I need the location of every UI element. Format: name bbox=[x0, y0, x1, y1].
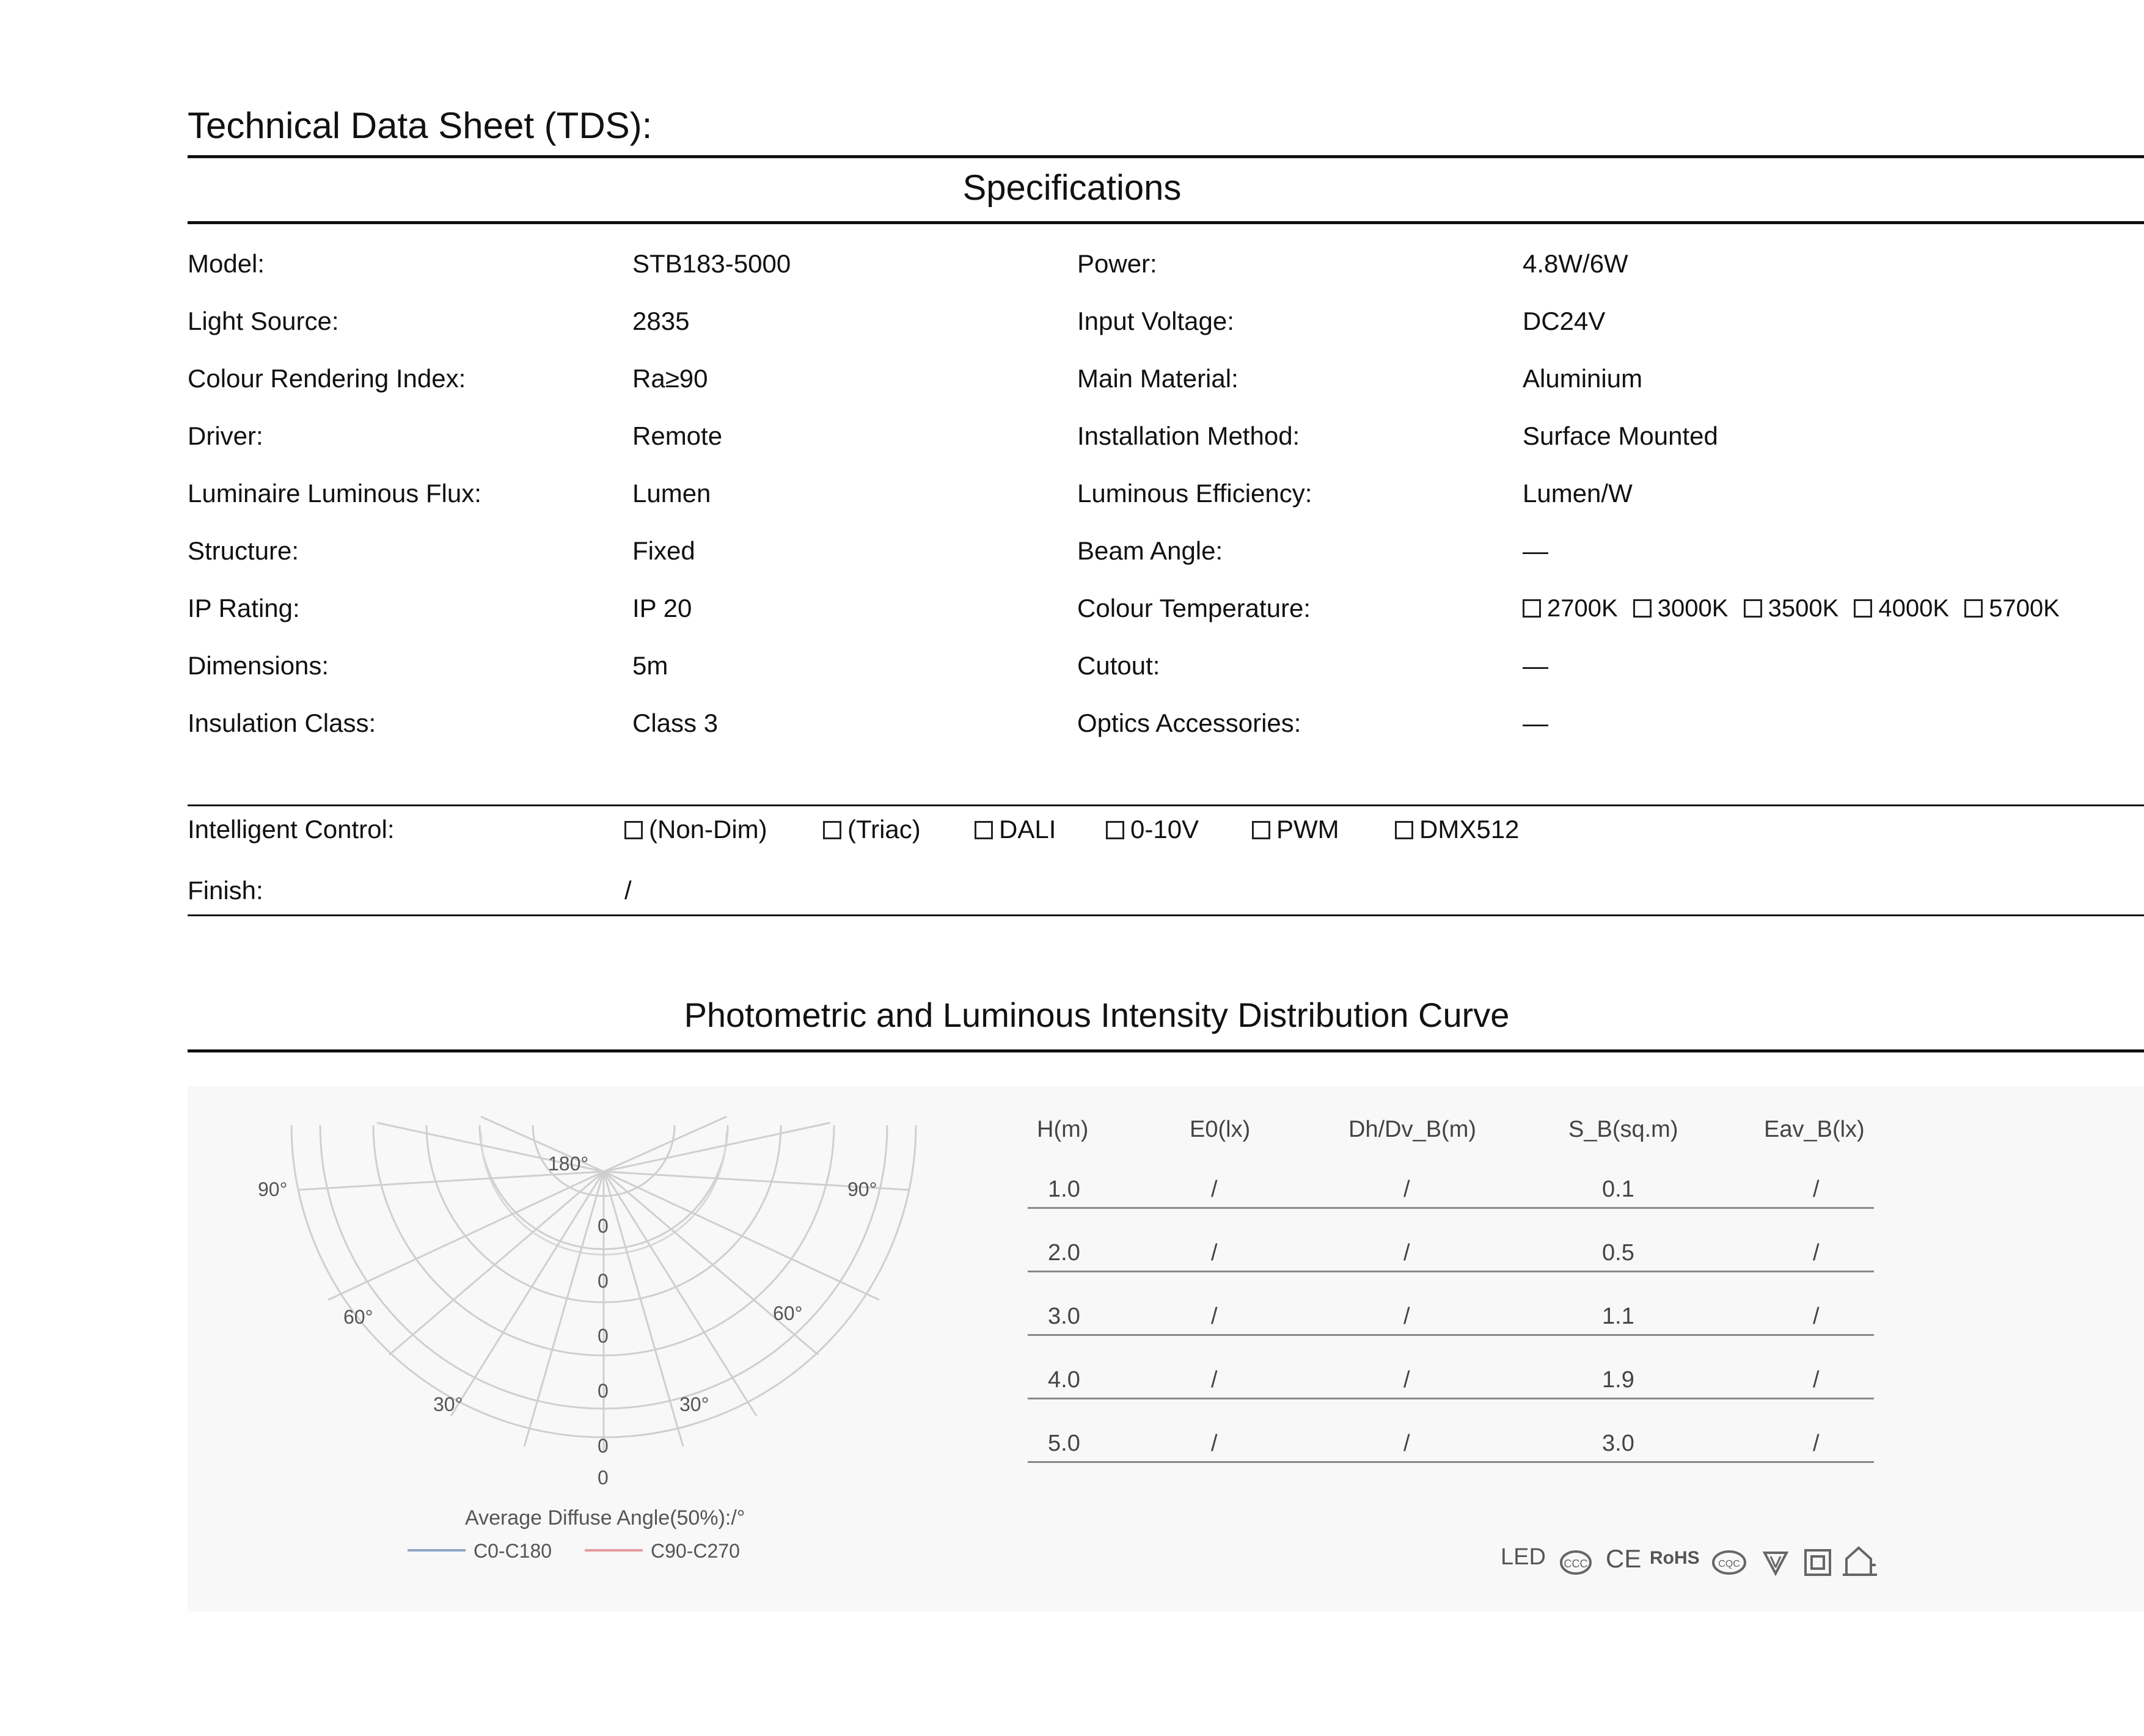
checkbox-icon bbox=[1106, 821, 1124, 839]
spec-value: 4.8W/6W bbox=[1523, 249, 1628, 278]
control-option-pwm[interactable]: PWM bbox=[1252, 805, 1339, 854]
table-cell: 5.0 bbox=[1048, 1431, 1080, 1456]
table-cell: / bbox=[1813, 1431, 1820, 1456]
spec-value: Fixed bbox=[632, 536, 695, 565]
spec-label: Driver: bbox=[188, 421, 263, 450]
ccc-mark-icon bbox=[1559, 1544, 1592, 1581]
table-cell: / bbox=[1211, 1304, 1218, 1329]
angle-label: 90° bbox=[847, 1178, 877, 1200]
svg-text:CQC: CQC bbox=[1718, 1559, 1740, 1569]
table-cell: / bbox=[1211, 1431, 1218, 1456]
table-header: S_B(sq.m) bbox=[1568, 1117, 1678, 1142]
control-bottom-rule bbox=[188, 914, 2144, 916]
angle-label: 60° bbox=[343, 1306, 373, 1328]
table-cell: / bbox=[1403, 1431, 1410, 1456]
ring-label: 0 bbox=[598, 1435, 609, 1457]
polar-spoke bbox=[604, 1172, 818, 1355]
ring-label: 0 bbox=[598, 1270, 609, 1292]
angle-label: 60° bbox=[773, 1302, 803, 1324]
specifications-rule bbox=[188, 221, 2144, 224]
title-rule bbox=[188, 155, 2144, 158]
diffuse-angle-caption: Average Diffuse Angle(50%):/° bbox=[465, 1506, 745, 1530]
checkbox-icon bbox=[1395, 821, 1413, 839]
intelligent-control-row bbox=[188, 805, 2144, 856]
legend-label: C0-C180 bbox=[474, 1540, 552, 1562]
document-title: Technical Data Sheet (TDS): bbox=[188, 105, 653, 146]
table-cell: 0.1 bbox=[1602, 1176, 1634, 1202]
spec-value: Lumen/W bbox=[1523, 479, 1633, 508]
ct-option[interactable]: 2700K bbox=[1523, 595, 1618, 622]
checkbox-icon bbox=[1523, 599, 1541, 618]
spec-value: Ra≥90 bbox=[632, 364, 708, 393]
finish-row bbox=[188, 866, 2144, 917]
spec-row bbox=[188, 584, 2144, 641]
spec-row bbox=[188, 239, 2144, 297]
spec-row bbox=[188, 527, 2144, 584]
checkbox-icon bbox=[823, 821, 841, 839]
polar-spoke bbox=[389, 1172, 604, 1355]
control-option-non-dim[interactable]: (Non-Dim) bbox=[624, 805, 767, 854]
table-row-rule bbox=[1028, 1271, 1874, 1272]
polar-spoke bbox=[328, 1172, 604, 1300]
spec-label: Beam Angle: bbox=[1077, 536, 1223, 565]
table-cell: / bbox=[1403, 1176, 1410, 1202]
spec-row bbox=[188, 641, 2144, 699]
table-cell: / bbox=[1211, 1367, 1218, 1393]
table-row-rule bbox=[1028, 1461, 1874, 1463]
spec-value: Lumen bbox=[632, 479, 711, 508]
ring-label: 0 bbox=[598, 1380, 609, 1402]
table-cell: 0.5 bbox=[1602, 1240, 1634, 1266]
specifications-heading: Specifications bbox=[962, 168, 1182, 208]
spec-label: Luminous Efficiency: bbox=[1077, 479, 1312, 508]
spec-value: DC24V bbox=[1523, 307, 1606, 335]
intelligent-control-label: Intelligent Control: bbox=[188, 815, 395, 844]
table-cell: 4.0 bbox=[1048, 1367, 1080, 1393]
checkbox-icon bbox=[624, 821, 643, 839]
spec-label: Power: bbox=[1077, 249, 1157, 278]
spec-label: Light Source: bbox=[188, 307, 339, 335]
polar-spoke bbox=[604, 1172, 879, 1300]
control-option-dmx512[interactable]: DMX512 bbox=[1395, 805, 1519, 854]
ct-option[interactable]: 3000K bbox=[1633, 595, 1729, 622]
table-header: Eav_B(lx) bbox=[1764, 1117, 1865, 1142]
spec-label: Colour Rendering Index: bbox=[188, 364, 466, 393]
table-cell: / bbox=[1211, 1240, 1218, 1266]
ring-bottom-label: 0 bbox=[598, 1467, 609, 1489]
spec-value: Aluminium bbox=[1523, 364, 1643, 393]
spec-label: Colour Temperature: bbox=[1077, 594, 1311, 622]
spec-label: Luminaire Luminous Flux: bbox=[188, 479, 481, 508]
table-cell: / bbox=[1813, 1240, 1820, 1266]
spec-row bbox=[188, 297, 2144, 354]
spec-value: — bbox=[1523, 651, 1548, 680]
table-cell: / bbox=[1403, 1367, 1410, 1393]
angle-label: 90° bbox=[258, 1178, 288, 1200]
table-header: Dh/Dv_B(m) bbox=[1348, 1117, 1477, 1142]
table-cell: 1.9 bbox=[1602, 1367, 1634, 1393]
table-cell: / bbox=[1403, 1240, 1410, 1266]
polar-spoke bbox=[604, 1172, 756, 1416]
checkbox-icon bbox=[1252, 821, 1270, 839]
spec-value: IP 20 bbox=[632, 594, 692, 622]
angle-label: 180° bbox=[548, 1153, 589, 1175]
photometric-rule bbox=[188, 1049, 2144, 1052]
finish-value: / bbox=[624, 876, 632, 905]
spec-label: Structure: bbox=[188, 536, 299, 565]
table-cell: / bbox=[1813, 1367, 1820, 1393]
double-insulation-icon bbox=[1802, 1544, 1833, 1581]
angle-label: 30° bbox=[679, 1393, 709, 1415]
table-header: H(m) bbox=[1037, 1117, 1089, 1142]
checkbox-icon bbox=[975, 821, 993, 839]
table-row-rule bbox=[1028, 1207, 1874, 1209]
table-cell: / bbox=[1403, 1304, 1410, 1329]
spec-value: Surface Mounted bbox=[1523, 421, 1718, 450]
finish-label: Finish: bbox=[188, 876, 263, 905]
table-cell: / bbox=[1813, 1304, 1820, 1329]
spec-value: — bbox=[1523, 709, 1548, 737]
svg-text:CCC: CCC bbox=[1564, 1558, 1588, 1570]
triangle-mark-icon bbox=[1762, 1544, 1789, 1581]
spec-value: Class 3 bbox=[632, 709, 719, 737]
polar-spoke bbox=[451, 1172, 604, 1416]
table-cell: 1.1 bbox=[1602, 1304, 1634, 1329]
checkbox-icon bbox=[1744, 599, 1762, 618]
ring-label: 0 bbox=[598, 1325, 609, 1347]
colour-temperature-options bbox=[1523, 584, 2060, 633]
polar-spoke bbox=[604, 1123, 830, 1172]
table-cell: 3.0 bbox=[1602, 1431, 1634, 1456]
spec-label: Cutout: bbox=[1077, 651, 1160, 680]
polar-distribution-diagram bbox=[188, 1086, 982, 1611]
rohs-mark: RoHS bbox=[1650, 1548, 1700, 1568]
table-cell: 2.0 bbox=[1048, 1240, 1080, 1266]
checkbox-icon bbox=[1633, 599, 1652, 618]
spec-label: Input Voltage: bbox=[1077, 307, 1234, 335]
control-option-triac[interactable]: (Triac) bbox=[823, 805, 921, 854]
spec-label: Insulation Class: bbox=[188, 709, 376, 737]
spec-label: Optics Accessories: bbox=[1077, 709, 1301, 737]
spec-value: 5m bbox=[632, 651, 668, 680]
table-cell: 1.0 bbox=[1048, 1176, 1080, 1202]
spec-label: Installation Method: bbox=[1077, 421, 1300, 450]
table-header: E0(lx) bbox=[1190, 1117, 1251, 1142]
photometric-heading: Photometric and Luminous Intensity Distribution Curve bbox=[684, 996, 1510, 1034]
legend-label: C90-C270 bbox=[651, 1540, 740, 1562]
spec-value: — bbox=[1523, 536, 1548, 565]
spec-value: Remote bbox=[632, 421, 723, 450]
table-row-rule bbox=[1028, 1334, 1874, 1336]
spec-row bbox=[188, 699, 2144, 756]
cqc-mark-icon bbox=[1711, 1544, 1747, 1581]
checkbox-icon bbox=[1854, 599, 1872, 618]
ce-mark: CE bbox=[1606, 1544, 1642, 1573]
spec-row bbox=[188, 354, 2144, 412]
control-option-dali[interactable]: DALI bbox=[975, 805, 1056, 854]
ct-option[interactable]: 5700K bbox=[1964, 595, 2060, 622]
table-row-rule bbox=[1028, 1398, 1874, 1399]
spec-row bbox=[188, 469, 2144, 527]
led-mark: LED bbox=[1501, 1544, 1546, 1570]
spec-label: IP Rating: bbox=[188, 594, 300, 622]
table-cell: / bbox=[1211, 1176, 1218, 1202]
spec-label: Main Material: bbox=[1077, 364, 1238, 393]
ct-option[interactable]: 3500K bbox=[1744, 595, 1839, 622]
control-option-0-10v[interactable]: 0-10V bbox=[1106, 805, 1199, 854]
polar-spoke bbox=[604, 1117, 726, 1172]
spec-value: STB183-5000 bbox=[632, 249, 791, 278]
table-cell: / bbox=[1813, 1176, 1820, 1202]
checkbox-icon bbox=[1964, 599, 1983, 618]
spec-label: Model: bbox=[188, 249, 265, 278]
spec-row bbox=[188, 412, 2144, 469]
table-cell: 3.0 bbox=[1048, 1304, 1080, 1329]
ring-label: 0 bbox=[598, 1215, 609, 1237]
spec-label: Dimensions: bbox=[188, 651, 329, 680]
photometric-panel bbox=[188, 1086, 2144, 1611]
spec-value: 2835 bbox=[632, 307, 690, 335]
angle-label: 30° bbox=[433, 1393, 463, 1415]
ct-option[interactable]: 4000K bbox=[1854, 595, 1949, 622]
surface-mount-icon bbox=[1843, 1544, 1877, 1581]
